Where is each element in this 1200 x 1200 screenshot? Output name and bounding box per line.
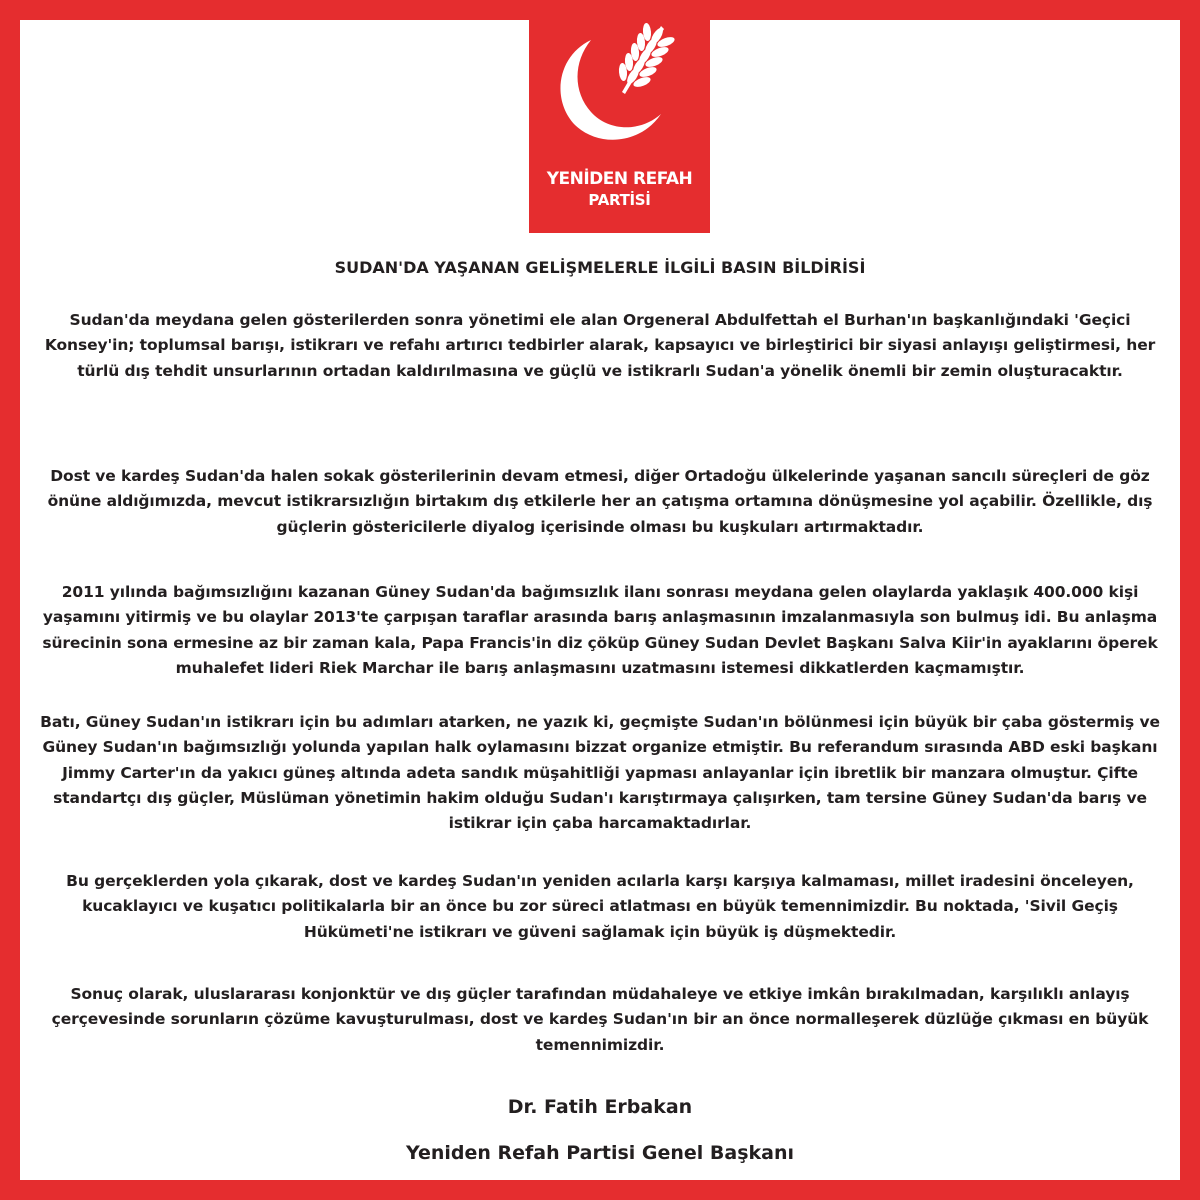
paragraph-1: Sudan'da meydana gelen gösterilerden sonra yönetimi ele alan Orgeneral Abdulfettah el Burhan'ın başkanlığındaki 'Geçici Konsey'in; toplumsal barışı, istikrarı ve refahı artırıcı tedbirler alarak, kapsayıcı ve birleştirici bir siyasi anlayışı geliştirmesi, her türlü dış tehdit unsurlarının ortadan kaldırılmasına ve güçlü ve istikrarlı Sudan'a yönelik önemli bir zemin oluşturacaktır. xyxy=(44,311,1156,380)
paragraph-6: Sonuç olarak, uluslararası konjonktür ve dış güçler tarafından müdahaleye ve etkiye imkân bırakılmadan, karşılıklı anlayış çerçevesinde sorunların çözüme kavuşturulması, dost ve kardeş Sudan'ın bir an önce normalleşerek düzlüğe çıkması en büyük temennimizdir. xyxy=(51,985,1149,1054)
party-logo xyxy=(529,20,710,233)
signature-title: Yeniden Refah Partisi Genel Başkanı xyxy=(405,1142,795,1164)
paragraph-5: Bu gerçeklerden yola çıkarak, dost ve kardeş Sudan'ın yeniden acılarla karşı karşıya kalmaması, millet iradesini önceleyen, kucaklayıcı ve kuşatıcı politikalarla bir an önce bu zor süreci atlatması en büyük temennimizdir. Bu noktada, 'Sivil Geçiş Hükümeti'ne istikrarı ve güveni sağlamak için büyük iş düşmektedir. xyxy=(66,872,1134,941)
paragraph-2: Dost ve kardeş Sudan'da halen sokak gösterilerinin devam etmesi, diğer Ortadoğu ülkelerinde yaşanan sancılı süreçleri de göz önüne aldığımızda, mevcut istikrarsızlığın birtakım dış etkilerle her an çatışma ortamına dönüşmesine yol açabilir. Özellikle, dış güçlerin göstericilerle diyalog içerisinde olması bu kuşkuları artırmaktadır. xyxy=(47,467,1153,536)
document-title: SUDAN'DA YAŞANAN GELİŞMELERLE İLGİLİ BASIN BİLDİRİSİ xyxy=(334,258,866,277)
logo-party-name: YENİDEN REFAH xyxy=(546,169,693,189)
crescent-wheat-icon xyxy=(529,20,710,170)
logo-party-suffix: PARTİSİ xyxy=(588,191,651,209)
document-page xyxy=(20,20,1180,1180)
paragraph-4: Batı, Güney Sudan'ın istikrarı için bu adımları atarken, ne yazık ki, geçmişte Sudan'ın bölünmesi için büyük bir çaba göstermiş ve Güney Sudan'ın bağımsızlığı yolunda yapılan halk oylamasını bizzat organize etmiştir. Bu referandum sırasında ABD eski başkanı Jimmy Carter'ın da yakıcı güneş altında adeta sandık müşahitliği yapması anlayanlar için ibretlik bir manzara olmuştur. Çifte standartçı dış güçler, Müslüman yönetimin hakim olduğu Sudan'ı karıştırmaya çalışırken, tam tersine Güney Sudan'da barış ve istikrar için çaba harcamaktadırlar. xyxy=(40,713,1160,833)
paragraph-3: 2011 yılında bağımsızlığını kazanan Güney Sudan'da bağımsızlık ilanı sonrası meydana gelen olaylarda yaklaşık 400.000 kişi yaşamını yitirmiş ve bu olaylar 2013'te çarpışan taraflar arasında barış anlaşmasının imzalanmasıyla son bulmuş idi. Bu anlaşma sürecinin sona ermesine az bir zaman kala, Papa Francis'in diz çöküp Güney Sudan Devlet Başkanı Salva Kiir'in ayaklarını öperek muhalefet lideri Riek Marchar ile barış anlaşmasını uzatmasını istemesi dikkatlerden kaçmamıştır. xyxy=(42,583,1158,677)
signature-name: Dr. Fatih Erbakan xyxy=(507,1096,693,1118)
